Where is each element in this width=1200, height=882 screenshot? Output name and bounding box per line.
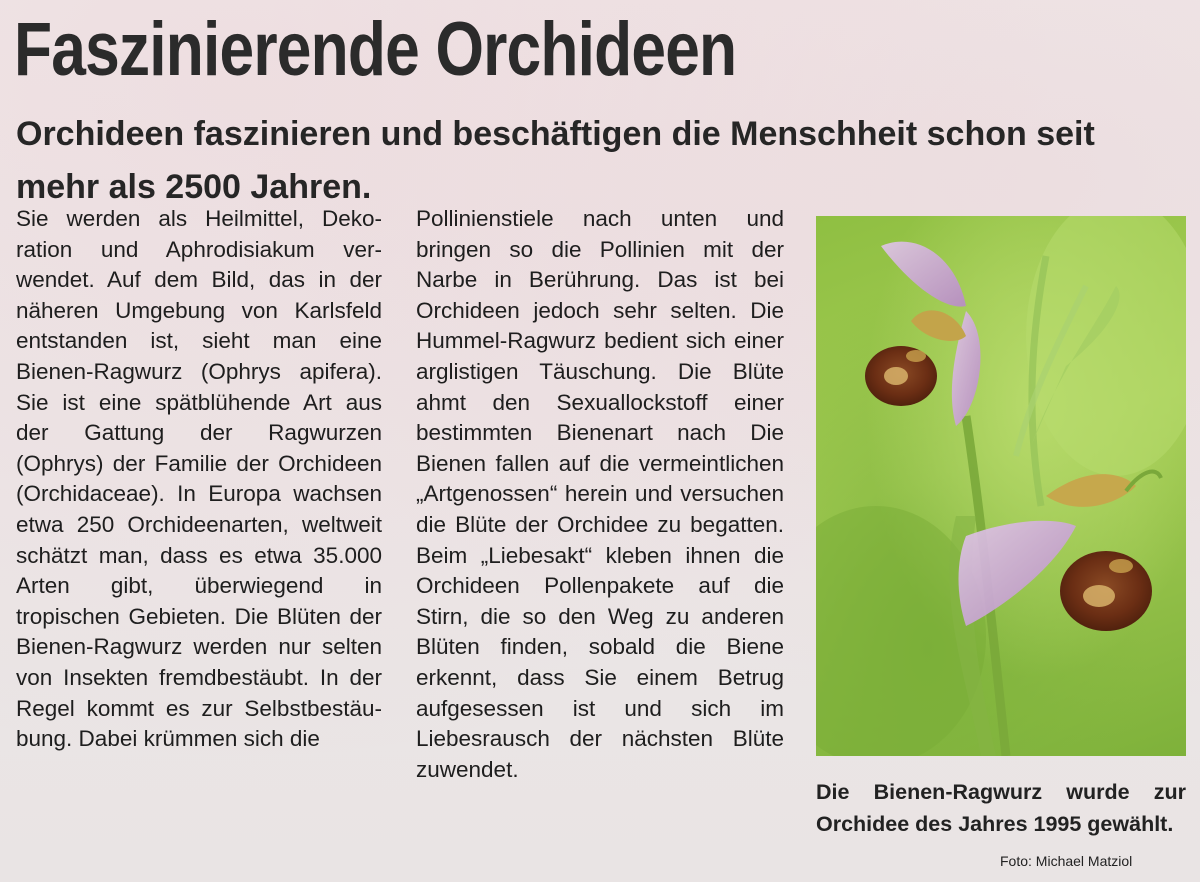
- bee-orchid-photo: [816, 216, 1186, 756]
- article-title: Faszinierende Orchideen: [14, 7, 737, 92]
- article-column-1: Sie werden als Heilmittel, Dekoration und Aphrodisiakum verwendet. Auf dem Bild, das in der näheren Umgebung von Karlsfeld entstanden ist, sieht man eine Bienen-Ragwurz (Ophrys apifera). Sie ist eine spätblühende Art aus der Gattung der Ragwurzen (Ophrys) der Familie der Orchideen (Orchidaceae). In Europa wachsen etwa 250 Orchideenarten, weltweit schätzt man, dass es etwa 35.000 Arten gibt, überwiegend in tropischen Gebieten. Die Blüten der Bienen-Ragwurz werden nur selten von Insekten fremdbestäubt. In der Regel kommt es zur Selbstbestäubung. Dabei krümmen sich die: [16, 206, 382, 752]
- article-subtitle: Orchideen faszinieren und beschäftigen die Menschheit schon seit mehr als 2500 Jahren.: [16, 115, 1095, 206]
- photo-caption: Die Bienen-Ragwurz wurde zur Orchidee des Jahres 1995 gewählt.: [816, 780, 1186, 836]
- photo-credit: Foto: Michael Matziol: [1000, 853, 1133, 869]
- orchid-illustration: [816, 216, 1186, 756]
- article-column-2: Pollinienstiele nach unten und bringen so die Pollinien mit der Narbe in Berührung. Das ist bei Orchideen jedoch sehr selten. Die Hummel-Ragwurz bedient sich einer arglistigen Täuschung. Die Blüte ahmt den Sexuallockstoff einer bestimmten Bienenart nach Die Bienen fallen auf die vermeintlichen „Artgenossen“ herein und versuchen die Blüte der Orchidee zu begatten. Beim „Liebesakt“ kleben ihnen die Orchideen Pollenpakete auf die Stirn, die so den Weg zu anderen Blüten finden, sobald die Biene erkennt, dass Sie einem Betrug aufgesessen ist und sich im Liebesrausch der nächsten Blüte zuwendet.: [416, 206, 784, 782]
